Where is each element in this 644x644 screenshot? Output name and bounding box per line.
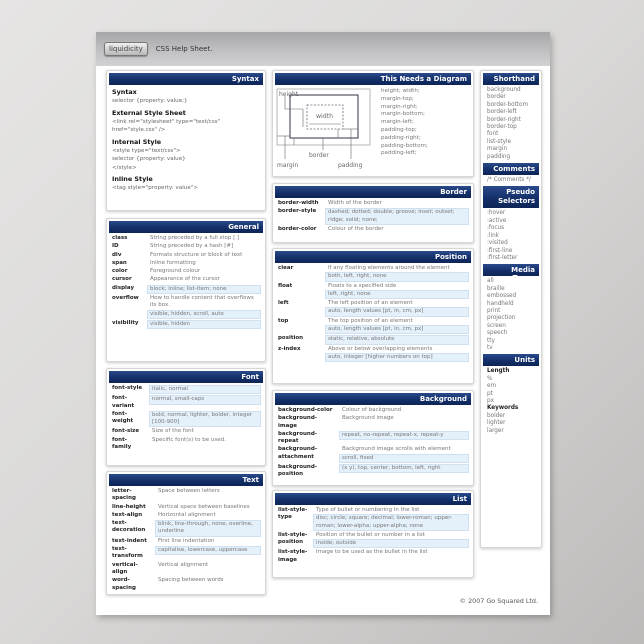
width-label: width bbox=[316, 113, 334, 120]
syntax-line: selector {property: value;} bbox=[112, 98, 188, 104]
media-types-list: all braille embossed handheld print projection screen speech tty tv bbox=[487, 278, 517, 351]
pseudo-selectors-list: :hover :active :focus :link :visited :first-line :first-letter bbox=[487, 210, 518, 261]
table-row: font-size Size of the font bbox=[112, 428, 194, 435]
font-header: Font bbox=[109, 371, 263, 383]
table-row: background-attachment Background image scrolls with element scroll, fixed bbox=[275, 446, 471, 463]
syntax-header: Syntax bbox=[109, 73, 263, 85]
poster-header-bar bbox=[96, 32, 550, 66]
table-row: color Foreground colour bbox=[112, 268, 201, 275]
right-column-panel bbox=[480, 70, 542, 548]
border-panel bbox=[272, 183, 474, 243]
diagram-header: This Needs a Diagram bbox=[275, 73, 471, 85]
font-table bbox=[109, 384, 263, 452]
syntax-panel bbox=[106, 70, 266, 211]
list-panel bbox=[272, 490, 474, 578]
table-row: display block; inline; list-item; none bbox=[109, 285, 263, 294]
table-row: line-height Vertical space between baselines bbox=[112, 503, 250, 510]
table-row: border-color Colour of the border bbox=[278, 225, 384, 232]
comments-header: Comments bbox=[483, 163, 539, 175]
table-row: cursor Appearance of the cursor bbox=[112, 276, 220, 283]
text-panel bbox=[106, 471, 266, 595]
liquidicity-logo: liquidicity bbox=[104, 42, 148, 56]
internal-style-subheading: Internal Style bbox=[112, 137, 162, 146]
diagram-panel bbox=[272, 70, 474, 177]
sheet-title: CSS Help Sheet. bbox=[155, 45, 213, 53]
list-table bbox=[275, 506, 471, 565]
border-label: border bbox=[309, 152, 329, 159]
table-row: class String preceded by a full stop [.] bbox=[112, 235, 240, 241]
table-row: text-transform capitalise, lowercase, uppercase bbox=[109, 546, 263, 561]
table-row: background-color Colour of background bbox=[278, 407, 402, 413]
table-row: overflow How to handle content that overflows its box. visible, hidden, scroll, auto bbox=[109, 295, 263, 319]
inline-style-line: <tag style="property: value"> bbox=[112, 185, 199, 191]
box-model-properties: height; width; margin-top; margin-right; margin-bottom; margin-left; padding-top; padding-right; padding-bottom; padding-left; bbox=[381, 88, 428, 157]
pseudo-selectors-header: Pseudo Selectors bbox=[483, 186, 539, 208]
table-row: list-style-position Position of the bullet or number in a list inside; outside bbox=[275, 532, 471, 549]
table-row: word-spacing Spacing between words bbox=[112, 577, 224, 591]
table-row: div Formats structure or block of text bbox=[112, 251, 243, 258]
comments-list: /* Comments */ bbox=[487, 177, 531, 184]
table-row: border-width Width of the border bbox=[278, 200, 382, 206]
table-row: list-style-type Type of bullet or numbering in the list disc; circle; square; decimal; lower-roman; upper-roman; lower-alpha; upper-alpha; none bbox=[275, 507, 471, 531]
inline-style-subheading: Inline Style bbox=[112, 175, 153, 183]
shorthand-header: Shorthand bbox=[483, 73, 539, 85]
table-row: top The top position of an element auto, length values [pt, in, cm, px] bbox=[275, 318, 471, 335]
internal-style-line: <style type="text/css"> bbox=[112, 147, 181, 154]
table-row: float Floats to a specified side left, right, none bbox=[275, 283, 471, 300]
table-row: font-family Specific font(s) to be used. bbox=[112, 436, 226, 451]
table-row: letter-spacing Space between letters bbox=[112, 488, 220, 502]
table-row: border-style dashed; dotted; double; groove; inset; outset; ridge; solid; none; bbox=[275, 208, 471, 225]
margin-label: margin bbox=[277, 162, 299, 169]
general-panel bbox=[106, 218, 266, 362]
text-table bbox=[109, 487, 263, 593]
position-header: Position bbox=[275, 251, 471, 263]
table-row: font-style italic, normal bbox=[109, 385, 263, 394]
units-header: Units bbox=[483, 354, 539, 366]
table-row: background-position (x y), top, center, bottom, left, right bbox=[275, 464, 471, 479]
background-table bbox=[275, 406, 471, 480]
list-header: List bbox=[275, 493, 471, 505]
table-row: font-weight bold, normal, lighter, bolder, integer [100-900] bbox=[109, 411, 263, 428]
external-style-subheading: External Style Sheet bbox=[112, 108, 186, 117]
text-header: Text bbox=[109, 474, 263, 486]
table-row: span Inline formatting bbox=[112, 259, 196, 266]
units-list: Length % em pt px Keywords bolder lighter larger bbox=[487, 368, 519, 434]
box-model-diagram bbox=[276, 87, 376, 175]
table-row: ID String preceded by a hash [#] bbox=[112, 243, 234, 250]
table-row: z-index Above or below overlapping elements auto, integer [higher numbers on top] bbox=[275, 346, 471, 363]
table-row: vertical-align Vertical alignment bbox=[112, 561, 209, 575]
table-row: left The left position of an element auto, length values [pt, in, cm, px] bbox=[275, 300, 471, 317]
table-row: position static, relative, absolute bbox=[275, 335, 471, 344]
border-header: Border bbox=[275, 186, 471, 198]
general-table bbox=[109, 234, 263, 330]
table-row: text-align Horizontal alignment bbox=[112, 511, 216, 518]
general-header: General bbox=[109, 221, 263, 233]
table-row: visibility visible, hidden bbox=[109, 320, 263, 329]
background-panel bbox=[272, 390, 474, 486]
table-row: clear If any floating elements around the element both, left, right, none bbox=[275, 265, 471, 282]
internal-style-line: </style> bbox=[112, 164, 137, 171]
table-row: list-style-image Image to be used as the bullet in the list bbox=[278, 549, 428, 563]
table-row: text-decoration blink, line-through, none, overline, underline bbox=[109, 520, 263, 537]
height-label: height bbox=[279, 91, 299, 98]
font-panel bbox=[106, 368, 266, 466]
border-table bbox=[275, 199, 471, 234]
position-table bbox=[275, 264, 471, 363]
media-types-header: Media Types bbox=[483, 264, 539, 276]
internal-style-line: selector {property: value} bbox=[112, 156, 186, 162]
external-style-line: href="style.css" /> bbox=[112, 127, 166, 133]
copyright-footer: © 2007 Go Squared Ltd. bbox=[459, 597, 538, 605]
css-help-sheet-poster bbox=[96, 32, 550, 615]
external-style-line: <link rel="stylesheet" type="text/css" bbox=[112, 118, 221, 125]
background-header: Background bbox=[275, 393, 471, 405]
table-row: background-repeat repeat, no-repeat, repeat-x, repeat-y bbox=[275, 431, 471, 446]
shorthand-list: background border border-bottom border-left border-right border-top font list-style margin padding bbox=[487, 87, 529, 160]
position-panel bbox=[272, 248, 474, 384]
table-row: text-indent First line indentation bbox=[112, 537, 215, 544]
table-row: background-image Background image bbox=[278, 415, 394, 429]
padding-label: padding bbox=[338, 162, 363, 169]
table-row: font-variant normal, small-caps bbox=[109, 395, 263, 410]
syntax-subheading: Syntax bbox=[112, 88, 137, 96]
